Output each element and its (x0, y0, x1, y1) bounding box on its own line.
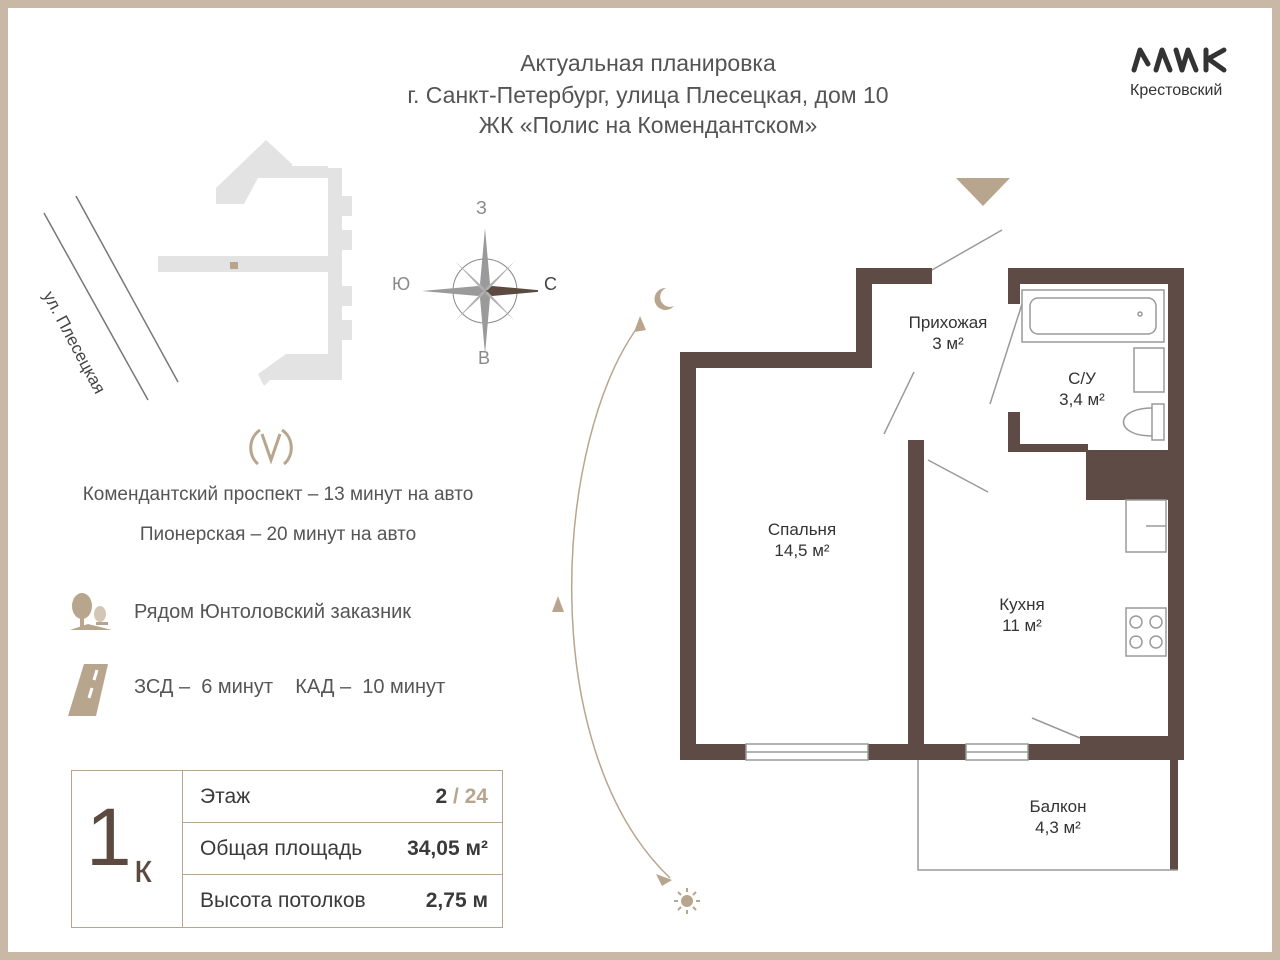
room-kitchen (962, 594, 1082, 636)
compass-east-label: В (478, 348, 491, 368)
room-kitchen-name: Кухня (999, 595, 1045, 614)
park-text: Рядом Юнтоловский заказник (134, 601, 412, 623)
rooms-count: 1 (86, 792, 132, 883)
plan-sheet (8, 8, 1272, 952)
room-bedroom-area: 14,5 м² (774, 541, 830, 560)
rooms-suffix: к (134, 847, 152, 891)
street-label: ул. Плесецкая (39, 288, 110, 397)
title-line-3: ЖК «Полис на Комендантском» (478, 112, 818, 138)
room-balcony-area: 4,3 м² (1035, 818, 1081, 837)
compass-north-label: С (544, 274, 557, 294)
room-balcony-name: Балкон (1029, 797, 1087, 816)
height-value: 2,75 м (425, 889, 488, 912)
room-kitchen-area: 11 м² (1002, 616, 1042, 635)
room-bedroom (732, 519, 872, 561)
room-bathroom (1032, 368, 1132, 410)
room-hallway-area: 3 м² (932, 334, 964, 353)
area-label: Общая площадь (200, 837, 363, 860)
room-hallway-name: Прихожая (908, 313, 988, 332)
area-value: 34,05 м² (407, 837, 488, 860)
room-bedroom-name: Спальня (767, 520, 837, 539)
room-bathroom-name: С/У (1068, 369, 1096, 388)
room-hallway (888, 312, 1008, 354)
floor-total: / 24 (447, 785, 488, 808)
compass-south-label: Ю (392, 274, 411, 294)
room-bathroom-area: 3,4 м² (1059, 390, 1105, 409)
room-balcony (998, 796, 1118, 838)
floor-value: 2 (435, 785, 448, 808)
compass-west-label: З (476, 198, 487, 218)
height-label: Высота потолков (200, 889, 366, 912)
title-line-1: Актуальная планировка (520, 50, 776, 76)
floor-label: Этаж (200, 785, 251, 808)
metro-distance-2: Пионерская – 20 минут на авто (139, 524, 417, 545)
title-line-2: г. Санкт-Петербург, улица Плесецкая, дом 10 (407, 82, 889, 108)
logo-text: Крестовский (1130, 82, 1223, 99)
metro-distance-1: Комендантский проспект – 13 минут на авто (82, 484, 474, 505)
roads-text: ЗСД – 6 минут КАД – 10 минут (134, 676, 446, 698)
